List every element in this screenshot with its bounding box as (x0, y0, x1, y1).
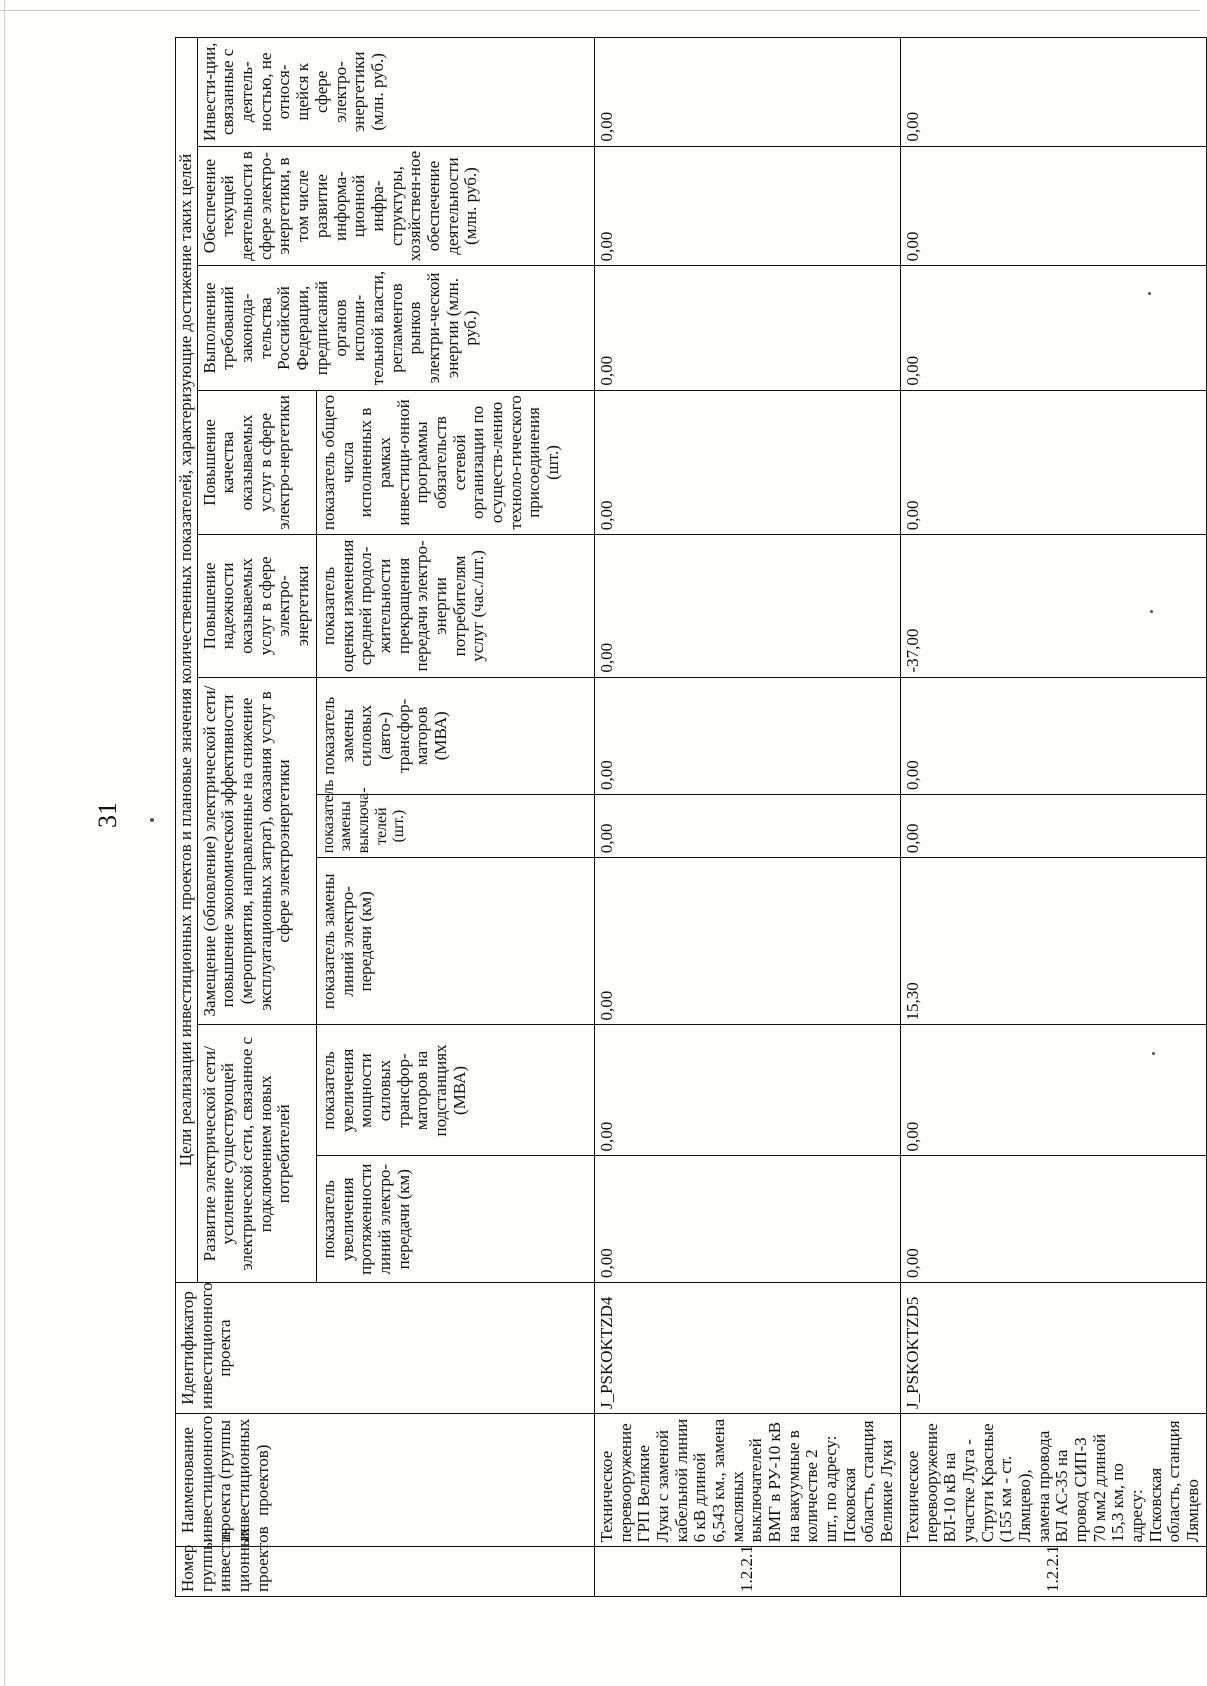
table-row (900, 38, 1206, 1597)
row-value: 0,00 (594, 1156, 900, 1283)
investment-indicators-table (175, 37, 1207, 1597)
page-number: 31 (93, 802, 122, 828)
row-value: 0,00 (900, 1156, 1206, 1283)
table-row (594, 38, 900, 1597)
header-ind-transformer-replace: показатель замены силовых (авто-) трансфор-маторов (МВА) (316, 677, 594, 794)
header-ind-connection: показатель общего числа исполненных в рамках инвестици-онной программы обязательств сетевой организации по осуществ-лению техноло-гического присоединения (шт.) (316, 390, 594, 535)
row-value: 0,00 (900, 266, 1206, 390)
row-value: 0,00 (594, 38, 900, 147)
row-number: 1.2.2.1 (900, 1547, 1206, 1597)
header-operations: Обеспечение текущей деятельности в сфере электро-энергетики, в том числе развитие информа-ционной инфра-структуры, хозяйствен-ное обеспечение деятельности (млн. руб.) (197, 146, 594, 266)
row-project-id: J_PSKOKTZD4 (594, 1283, 900, 1414)
row-value: 0,00 (900, 38, 1206, 147)
row-value: 15,30 (900, 858, 1206, 1025)
header-group-replacement: Замещение (обновление) электрической сети/повышение экономической эффективности (мероприятия, направленные на снижение эксплуатационных затрат), оказания услуг в сфере электроэнергетики (197, 677, 316, 1025)
row-value: 0,00 (900, 677, 1206, 794)
header-project-id: Идентификатор инвестиционного проекта (176, 1283, 595, 1414)
header-ind-length-increase: показатель увеличения протяженности линий электро-передачи (км) (316, 1156, 594, 1283)
header-ind-switch-replace: показатель замены выключа-телей (шт.) (316, 795, 594, 858)
row-value: 0,00 (594, 390, 900, 535)
page-edge-left (4, 0, 5, 1686)
header-reliability: Повышение надежности оказываемых услуг в сфере электро-энергетики (197, 535, 316, 677)
row-value: -37,00 (900, 535, 1206, 677)
row-value: 0,00 (594, 146, 900, 266)
scan-speck (150, 818, 154, 822)
row-project-id: J_PSKOKTZD5 (900, 1283, 1206, 1414)
header-goals-title: Цели реализации инвестиционных проектов и плановые значения количественных показателей, характеризующие достижение таких целей (176, 38, 198, 1283)
header-ind-line-replace: показатель замены линий электро-передачи (км) (316, 858, 594, 1025)
page-edge-top (0, 10, 1200, 11)
header-group-number: Номер группы инвести-ционных проектов (176, 1547, 595, 1597)
row-value: 0,00 (594, 266, 900, 390)
header-group-development: Развитие электрической сети/усиление существующей электрической сети, связанное с подключением новых потребителей (197, 1025, 316, 1283)
rotated-table-wrapper (175, 37, 1203, 1597)
row-value: 0,00 (900, 390, 1206, 535)
row-value: 0,00 (594, 1025, 900, 1156)
row-value: 0,00 (900, 795, 1206, 858)
row-value: 0,00 (594, 795, 900, 858)
row-value: 0,00 (594, 677, 900, 794)
row-value: 0,00 (594, 535, 900, 677)
row-value: 0,00 (594, 858, 900, 1025)
row-value: 0,00 (900, 1025, 1206, 1156)
header-quality: Повышение качества оказываемых услуг в сфере электро-нергетики (197, 390, 316, 535)
row-project-name: Техническое перевооружение ГРП Великие Луки с заменой кабельной линии 6 кВ длиной 6,543 км., замена масляных выключателей ВМГ в РУ-10 кВ на вакуумные в количестве 2 шт., по адресу: Псковская область, станция Великие Луки (594, 1414, 900, 1547)
header-other-invest: Инвести-ции, связанные с деятель-ностью, не относя-щейся к сфере электро-энергетики (млн. руб.) (197, 38, 594, 147)
header-ind-outage: показатель оценки изменения средней продол-жительности прекращения передачи электро-энергии потребителям услуг (час./шт.) (316, 535, 594, 677)
row-number: 1.2.2.1 (594, 1547, 900, 1597)
row-project-name: Техническое перевооружение ВЛ-10 кВ на участке Луга - Струги Красные (155 км - ст. Лямцево), замена провода ВЛ АС-35 на провод СИП-3 70 мм2 длиной 15,3 км, по адресу: Псковская область, станция Лямцево (900, 1414, 1206, 1547)
header-ind-power-increase: показатель увеличения мощности силовых трансфор-маторов на подстанциях (МВА) (316, 1025, 594, 1156)
header-legal: Выполнение требований законода-тельства Российской Федерации, предписаний органов исполни-тельной власти, регламентов рынков электри-ческой энергии (млн. руб.) (197, 266, 594, 390)
header-project-name: Наименование инвестиционного проекта (группы инвестиционных проектов) (176, 1414, 595, 1547)
row-value: 0,00 (900, 146, 1206, 266)
